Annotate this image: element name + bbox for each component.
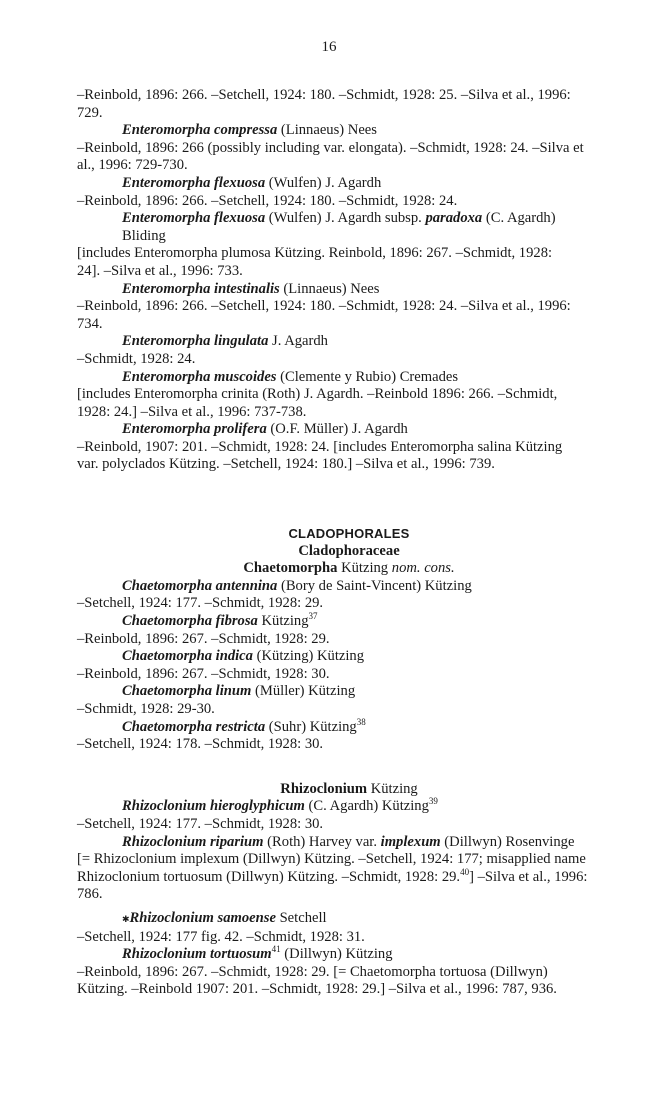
species-heading: Rhizoclonium tortuosum$^{41}$ (Dillwyn) Kützing — [122, 944, 393, 963]
ref-line: –Setchell, 1924: 177. –Schmidt, 1928: 29. — [77, 595, 324, 612]
species-heading: Chaetomorpha indica (Kützing) Kützing — [122, 648, 365, 665]
order-heading: CLADOPHORALES — [288, 526, 410, 542]
ref-line: –Reinbold, 1896: 266. –Setchell, 1924: 180. –Schmidt, 1928: 24. — [77, 192, 458, 209]
ref-line: al., 1996: 729-730. — [77, 157, 188, 174]
ref-line: –Reinbold, 1896: 266. –Setchell, 1924: 180. –Schmidt, 1928: 24. –Silva et al., 1996: — [77, 298, 571, 315]
species-heading: Enteromorpha compressa (Linnaeus) Nees — [122, 122, 377, 139]
ref-line: –Reinbold, 1896: 267. –Schmidt, 1928: 29. [= Chaetomorpha tortuosa (Dillwyn) — [77, 963, 548, 980]
ref-line: 24]. –Silva et al., 1996: 733. — [77, 262, 243, 279]
species-heading: Enteromorpha flexuosa (Wulfen) J. Agardh subsp. paradoxa (C. Agardh) — [122, 210, 556, 227]
ref-line: –Schmidt, 1928: 24. — [77, 350, 196, 367]
ref-line: –Reinbold, 1896: 267. –Schmidt, 1928: 30. — [77, 665, 330, 682]
species-heading: Rhizoclonium hieroglyphicum (C. Agardh) Kützing$^{39}$ — [122, 796, 438, 815]
ref-line: 734. — [77, 315, 103, 332]
species-heading: Chaetomorpha antennina (Bory de Saint-Vincent) Kützing — [122, 577, 472, 594]
endemic-mark-icon: ✱ — [122, 913, 130, 924]
species-heading: Enteromorpha intestinalis (Linnaeus) Nees — [122, 280, 380, 297]
species-heading-cont: Bliding — [122, 227, 166, 244]
species-heading: Enteromorpha lingulata J. Agardh — [122, 333, 328, 350]
ref-line: –Reinbold, 1896: 266 (possibly including var. elongata). –Schmidt, 1928: 24. –Silva et — [77, 139, 584, 156]
genus-heading: Chaetomorpha Kützing nom. cons. — [243, 560, 455, 577]
ref-line: –Reinbold, 1896: 267. –Schmidt, 1928: 29. — [77, 630, 330, 647]
family-heading: Cladophoraceae — [298, 542, 400, 559]
species-heading: ✱Rhizoclonium samoense Setchell — [122, 909, 327, 926]
ref-line: –Schmidt, 1928: 29-30. — [77, 701, 215, 717]
species-heading: Enteromorpha prolifera (O.F. Müller) J. Agardh — [122, 421, 408, 438]
ref-line: Rhizoclonium tortuosum (Dillwyn) Kützing. –Schmidt, 1928: 29.40] –Silva et al., 1996: — [77, 866, 588, 885]
ref-line: 1928: 24.] –Silva et al., 1996: 737-738. — [77, 403, 307, 420]
ref-line: 786. — [77, 886, 103, 903]
ref-line: –Setchell, 1924: 177 fig. 42. –Schmidt, 1928: 31. — [77, 928, 365, 945]
species-heading: Enteromorpha flexuosa (Wulfen) J. Agardh — [122, 174, 382, 191]
ref-line: –Reinbold, 1907: 201. –Schmidt, 1928: 24. [includes Enteromorpha salina Kützing — [77, 438, 563, 455]
page-number: 16 — [321, 39, 337, 55]
species-heading: Chaetomorpha linum (Müller) Kützing — [122, 683, 356, 700]
ref-line: Kützing. –Reinbold 1907: 201. –Schmidt, 1928: 29.] –Silva et al., 1996: 787, 936. — [77, 981, 557, 998]
species-heading: Chaetomorpha fibrosa Kützing$^{37}$ — [122, 611, 318, 630]
ref-line: [includes Enteromorpha plumosa Kützing. Reinbold, 1896: 267. –Schmidt, 1928: — [77, 245, 553, 262]
species-heading: Enteromorpha muscoides (Clemente y Rubio) Cremades — [122, 368, 459, 385]
species-heading: Chaetomorpha restricta (Suhr) Kützing$^{38}$ — [122, 716, 366, 735]
genus-heading: Rhizoclonium Kützing — [280, 780, 418, 797]
ref-line: var. polyclados Kützing. –Setchell, 1924: 180.] –Silva et al., 1996: 739. — [77, 456, 495, 473]
ref-line: –Setchell, 1924: 178. –Schmidt, 1928: 30. — [77, 736, 324, 753]
main-text — [77, 87, 621, 999]
ref-line: –Setchell, 1924: 177. –Schmidt, 1928: 30. — [77, 815, 324, 832]
ref-line: [= Rhizoclonium implexum (Dillwyn) Kützing. –Setchell, 1924: 177; misapplied name — [77, 851, 586, 868]
ref-line: –Reinbold, 1896: 266. –Setchell, 1924: 180. –Schmidt, 1928: 25. –Silva et al., 1996: — [77, 87, 571, 103]
ref-line: [includes Enteromorpha crinita (Roth) J. Agardh. –Reinbold 1896: 266. –Schmidt, — [77, 386, 558, 403]
species-heading: Rhizoclonium riparium (Roth) Harvey var. implexum (Dillwyn) Rosenvinge — [122, 833, 575, 850]
ref-line: 729. — [77, 104, 103, 121]
